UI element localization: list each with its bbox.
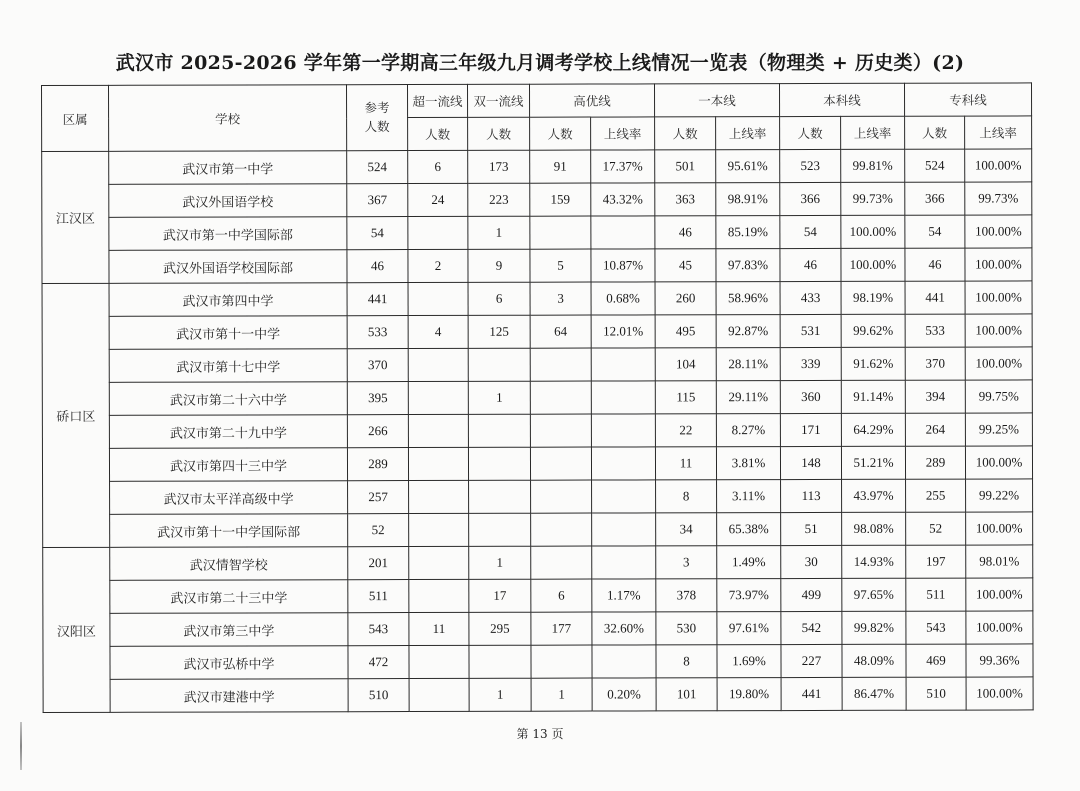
school-name-cell: 武汉市第三中学 [110, 613, 348, 647]
value-cell: 99.25% [965, 413, 1032, 446]
value-cell: 101 [656, 678, 717, 711]
value-cell: 12.01% [591, 315, 655, 348]
value-cell: 99.82% [842, 611, 906, 644]
value-cell: 363 [655, 183, 716, 216]
value-cell: 43.97% [842, 479, 906, 512]
value-cell: 95.61% [716, 150, 780, 183]
value-cell [408, 216, 468, 249]
value-cell: 171 [780, 413, 841, 446]
value-cell: 98.91% [716, 183, 780, 216]
value-cell: 257 [348, 481, 409, 514]
value-cell: 48.09% [842, 644, 906, 677]
value-cell [530, 447, 591, 480]
table-row [43, 545, 1033, 581]
value-cell: 3 [656, 546, 717, 579]
school-name-cell: 武汉市弘桥中学 [110, 646, 348, 680]
value-cell: 6 [468, 282, 530, 315]
value-cell: 100.00% [965, 215, 1032, 248]
value-cell: 289 [905, 446, 965, 479]
value-cell: 100.00% [841, 215, 905, 248]
value-cell: 11 [655, 447, 716, 480]
value-cell: 148 [780, 446, 841, 479]
header-participants-label: 参考人数 [364, 99, 390, 134]
value-cell [531, 480, 592, 513]
value-cell: 46 [655, 216, 716, 249]
value-cell [409, 645, 469, 678]
value-cell: 100.00% [966, 677, 1033, 710]
school-name-cell: 武汉情智学校 [110, 547, 348, 581]
value-cell: 46 [780, 248, 841, 281]
subheader-rate: 上线率 [716, 117, 780, 150]
value-cell: 533 [905, 314, 965, 347]
value-cell: 65.38% [717, 513, 781, 546]
value-cell: 104 [655, 348, 716, 381]
table-row [42, 413, 1032, 449]
subheader-rate: 上线率 [591, 117, 655, 150]
value-cell: 43.32% [591, 183, 655, 216]
value-cell: 367 [347, 184, 408, 217]
value-cell: 97.65% [842, 578, 906, 611]
value-cell [592, 513, 656, 546]
value-cell: 1 [531, 678, 592, 711]
value-cell [408, 282, 468, 315]
value-cell: 542 [781, 611, 842, 644]
value-cell: 8 [656, 480, 717, 513]
table-body [42, 149, 1033, 713]
value-cell: 227 [781, 644, 842, 677]
value-cell: 52 [348, 514, 409, 547]
value-cell: 0.20% [592, 678, 656, 711]
value-cell: 51.21% [841, 446, 905, 479]
header-double-first: 双一流线 [467, 84, 529, 117]
value-cell [591, 381, 655, 414]
value-cell [409, 513, 469, 546]
table-header [42, 83, 1032, 152]
value-cell: 3.81% [716, 447, 780, 480]
value-cell: 1 [469, 546, 531, 579]
value-cell [468, 348, 530, 381]
value-cell: 54 [905, 215, 965, 248]
value-cell: 100.00% [965, 446, 1032, 479]
value-cell [408, 348, 468, 381]
header-super-first: 超一流线 [408, 84, 468, 117]
value-cell: 98.08% [842, 512, 906, 545]
value-cell: 54 [347, 217, 408, 250]
value-cell: 499 [781, 578, 842, 611]
value-cell: 295 [469, 612, 531, 645]
value-cell: 2 [408, 249, 468, 282]
value-cell: 266 [347, 415, 408, 448]
value-cell: 100.00% [965, 149, 1032, 182]
value-cell: 472 [348, 646, 409, 679]
value-cell: 85.19% [716, 216, 780, 249]
school-name-cell: 武汉市第二十三中学 [110, 580, 348, 614]
value-cell: 100.00% [965, 314, 1032, 347]
value-cell: 99.75% [965, 380, 1032, 413]
value-cell: 523 [780, 149, 841, 182]
value-cell: 1.49% [717, 546, 781, 579]
value-cell: 22 [655, 414, 716, 447]
subheader-count: 人数 [530, 117, 591, 150]
value-cell: 98.01% [966, 545, 1033, 578]
value-cell: 29.11% [716, 381, 780, 414]
subheader-count: 人数 [408, 117, 468, 150]
table-row [42, 215, 1032, 251]
table-row [42, 248, 1032, 284]
value-cell: 100.00% [966, 611, 1033, 644]
value-cell [408, 447, 468, 480]
value-cell: 1.17% [592, 579, 656, 612]
value-cell [530, 216, 591, 249]
value-cell: 360 [780, 380, 841, 413]
value-cell: 1 [468, 216, 530, 249]
subheader-count: 人数 [655, 117, 716, 150]
value-cell: 125 [468, 315, 530, 348]
value-cell: 370 [347, 349, 408, 382]
value-cell: 28.11% [716, 348, 780, 381]
table-row [42, 314, 1032, 350]
value-cell: 1 [468, 381, 530, 414]
value-cell: 441 [781, 677, 842, 710]
value-cell [592, 546, 656, 579]
subheader-count: 人数 [905, 116, 965, 149]
value-cell: 58.96% [716, 282, 780, 315]
value-cell [591, 348, 655, 381]
value-cell: 99.22% [966, 479, 1033, 512]
value-cell: 524 [905, 149, 965, 182]
value-cell: 441 [347, 283, 408, 316]
value-cell: 100.00% [966, 512, 1033, 545]
value-cell: 98.19% [841, 281, 905, 314]
value-cell: 201 [348, 547, 409, 580]
value-cell: 1 [469, 678, 531, 711]
value-cell: 366 [905, 182, 965, 215]
value-cell: 99.81% [841, 149, 905, 182]
value-cell: 339 [780, 347, 841, 380]
value-cell: 17 [469, 579, 531, 612]
value-cell: 1.69% [717, 645, 781, 678]
header-high-excellent: 高优线 [529, 84, 654, 117]
header-tier-one: 一本线 [654, 84, 779, 117]
subheader-rate: 上线率 [965, 116, 1032, 149]
value-cell: 510 [348, 679, 409, 712]
value-cell: 115 [655, 381, 716, 414]
value-cell: 24 [408, 183, 468, 216]
district-cell: 硚口区 [42, 283, 110, 547]
value-cell: 19.80% [717, 678, 781, 711]
value-cell: 543 [348, 613, 409, 646]
header-undergrad: 本科线 [779, 83, 904, 116]
page-title: 武汉市 2025-2026 学年第一学期高三年级九月调考学校上线情况一览表（物理类 + 历史类）(2) [115, 52, 965, 74]
table-row [43, 611, 1033, 647]
value-cell: 378 [656, 579, 717, 612]
table-row [42, 380, 1032, 416]
subheader-count: 人数 [468, 117, 530, 150]
value-cell: 260 [655, 282, 716, 315]
school-name-cell: 武汉市第一中学 [109, 151, 347, 185]
value-cell: 91.14% [841, 380, 905, 413]
table-row [42, 149, 1032, 185]
value-cell: 46 [905, 248, 965, 281]
value-cell [469, 645, 531, 678]
value-cell: 289 [347, 448, 408, 481]
scan-artifact [20, 722, 22, 770]
value-cell: 510 [906, 677, 966, 710]
value-cell: 52 [906, 512, 966, 545]
school-name-cell: 武汉市第十一中学 [109, 316, 347, 350]
table-row [42, 446, 1032, 482]
value-cell: 6 [531, 579, 592, 612]
page-number: 第 13 页 [516, 727, 564, 741]
school-name-cell: 武汉市第四中学 [109, 283, 347, 317]
school-name-cell: 武汉市第二十六中学 [109, 382, 347, 416]
value-cell: 100.00% [965, 248, 1032, 281]
value-cell: 64.29% [841, 413, 905, 446]
value-cell [530, 414, 591, 447]
value-cell: 533 [347, 316, 408, 349]
value-cell: 255 [906, 479, 966, 512]
value-cell: 441 [905, 281, 965, 314]
school-name-cell: 武汉市太平洋高级中学 [110, 481, 348, 515]
value-cell: 46 [347, 250, 408, 283]
value-cell: 6 [408, 150, 468, 183]
district-cell: 汉阳区 [43, 547, 110, 712]
header-district: 区属 [42, 85, 109, 151]
value-cell [408, 414, 468, 447]
header-vocational: 专科线 [904, 83, 1031, 116]
school-name-cell: 武汉市建港中学 [110, 679, 348, 713]
header-school: 学校 [109, 85, 347, 152]
value-cell: 511 [348, 580, 409, 613]
value-cell: 97.83% [716, 249, 780, 282]
value-cell: 99.73% [965, 182, 1032, 215]
table-row [43, 578, 1033, 614]
school-name-cell: 武汉外国语学校 [109, 184, 347, 218]
value-cell: 9 [468, 249, 530, 282]
school-name-cell: 武汉外国语学校国际部 [109, 250, 347, 284]
value-cell: 14.93% [842, 545, 906, 578]
value-cell: 10.87% [591, 249, 655, 282]
value-cell: 264 [905, 413, 965, 446]
value-cell: 51 [781, 512, 842, 545]
value-cell: 501 [655, 150, 716, 183]
value-cell: 511 [906, 578, 966, 611]
value-cell: 11 [409, 612, 469, 645]
school-name-cell: 武汉市第十一中学国际部 [110, 514, 348, 548]
table-row [43, 479, 1033, 515]
value-cell [409, 546, 469, 579]
value-cell: 32.60% [592, 612, 656, 645]
value-cell [592, 480, 656, 513]
value-cell: 394 [905, 380, 965, 413]
value-cell: 97.61% [717, 612, 781, 645]
results-table [41, 82, 1034, 713]
header-participants [347, 85, 408, 151]
value-cell: 100.00% [965, 281, 1032, 314]
value-cell [530, 381, 591, 414]
value-cell [531, 546, 592, 579]
table-row [43, 677, 1033, 713]
value-cell: 159 [530, 183, 591, 216]
value-cell: 530 [656, 612, 717, 645]
value-cell: 531 [780, 314, 841, 347]
value-cell: 99.36% [966, 644, 1033, 677]
value-cell: 100.00% [965, 347, 1032, 380]
value-cell: 45 [655, 249, 716, 282]
value-cell: 30 [781, 545, 842, 578]
value-cell [531, 645, 592, 678]
value-cell [409, 678, 469, 711]
value-cell [409, 579, 469, 612]
table-row [42, 182, 1032, 218]
value-cell: 370 [905, 347, 965, 380]
school-name-cell: 武汉市第一中学国际部 [109, 217, 347, 251]
value-cell: 3.11% [717, 480, 781, 513]
school-name-cell: 武汉市第二十九中学 [109, 415, 347, 449]
value-cell: 100.00% [966, 578, 1033, 611]
value-cell: 4 [408, 315, 468, 348]
value-cell: 173 [468, 150, 530, 183]
value-cell: 543 [906, 611, 966, 644]
table-row [42, 347, 1032, 383]
value-cell: 3 [530, 282, 591, 315]
value-cell: 433 [780, 281, 841, 314]
value-cell: 54 [780, 215, 841, 248]
value-cell [469, 480, 531, 513]
value-cell: 197 [906, 545, 966, 578]
value-cell [468, 447, 530, 480]
value-cell [592, 645, 656, 678]
value-cell: 113 [781, 479, 842, 512]
value-cell [469, 513, 531, 546]
value-cell [408, 381, 468, 414]
value-cell [409, 480, 469, 513]
value-cell: 495 [655, 315, 716, 348]
value-cell: 223 [468, 183, 530, 216]
value-cell: 34 [656, 513, 717, 546]
value-cell: 64 [530, 315, 591, 348]
value-cell: 5 [530, 249, 591, 282]
table-row [43, 512, 1033, 548]
value-cell: 469 [906, 644, 966, 677]
value-cell [531, 513, 592, 546]
value-cell: 524 [347, 151, 408, 184]
value-cell: 8.27% [716, 414, 780, 447]
value-cell: 366 [780, 182, 841, 215]
value-cell: 100.00% [841, 248, 905, 281]
value-cell: 73.97% [717, 579, 781, 612]
value-cell [591, 414, 655, 447]
school-name-cell: 武汉市第十七中学 [109, 349, 347, 383]
value-cell: 91.62% [841, 347, 905, 380]
value-cell: 395 [347, 382, 408, 415]
value-cell: 8 [656, 645, 717, 678]
value-cell: 99.62% [841, 314, 905, 347]
subheader-rate: 上线率 [841, 116, 905, 149]
school-name-cell: 武汉市第四十三中学 [109, 448, 347, 482]
table-row [43, 644, 1033, 680]
value-cell: 0.68% [591, 282, 655, 315]
value-cell [530, 348, 591, 381]
value-cell: 99.73% [841, 182, 905, 215]
value-cell [468, 414, 530, 447]
value-cell: 91 [530, 150, 591, 183]
value-cell: 92.87% [716, 315, 780, 348]
value-cell: 17.37% [591, 150, 655, 183]
value-cell: 86.47% [842, 677, 906, 710]
table-row [42, 281, 1032, 317]
value-cell [591, 447, 655, 480]
value-cell: 177 [531, 612, 592, 645]
value-cell [591, 216, 655, 249]
subheader-count: 人数 [780, 116, 841, 149]
district-cell: 江汉区 [42, 151, 109, 283]
